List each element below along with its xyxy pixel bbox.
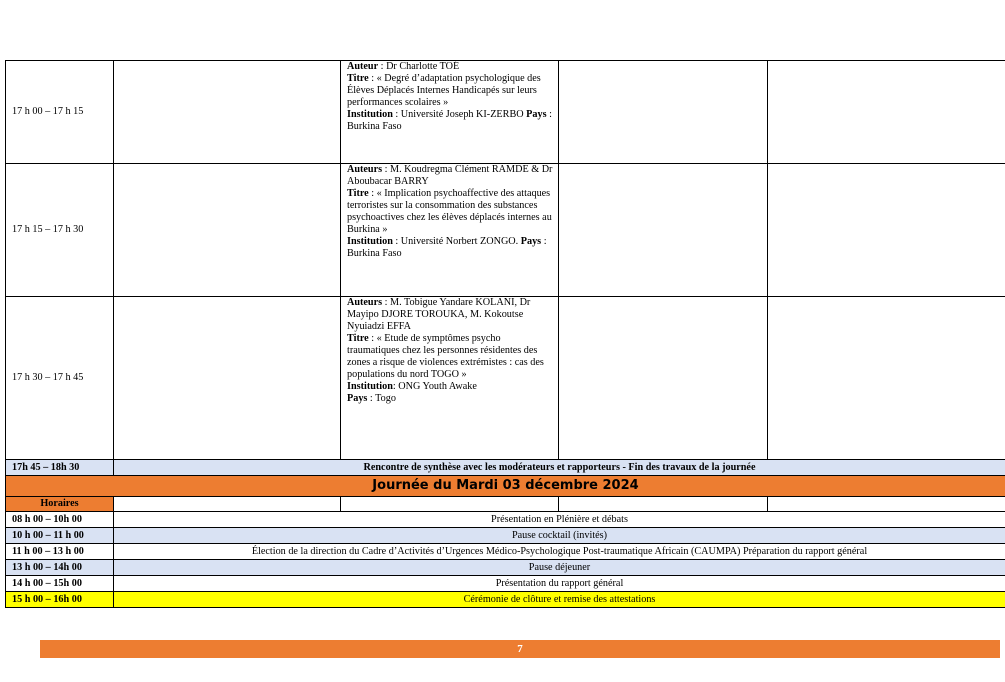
time-cell: 17 h 30 – 17 h 45: [6, 297, 114, 460]
schedule-row: [6, 592, 1005, 608]
empty-cell: [559, 297, 768, 460]
presentation-cell: Auteurs : M. Koudregma Clément RAMDE & Dr Aboubacar BARRY Titre : « Implication psychoaffective des attaques terroristes sur la consommation des substances psychoactives chez les élèves déplacés internes au Burkina » Institution : Université Norbert ZONGO. Pays : Burkina Faso: [341, 164, 559, 297]
schedule-time: 15 h 00 – 16h 00: [6, 592, 114, 608]
schedule-row: [6, 560, 1005, 576]
empty-cell: [768, 61, 1005, 164]
schedule-activity: Pause déjeuner: [114, 560, 1005, 576]
empty-cell: [114, 164, 341, 297]
synthesis-text: Rencontre de synthèse avec les modérateurs et rapporteurs - Fin des travaux de la journée: [114, 460, 1005, 476]
institution-text: ONG Youth Awake: [398, 381, 477, 392]
horaires-label: Horaires: [6, 497, 114, 512]
empty-cell: [114, 297, 341, 460]
schedule-activity: Cérémonie de clôture et remise des attestations: [114, 592, 1005, 608]
synthesis-time: 17h 45 – 18h 30: [6, 460, 114, 476]
presentation-cell: Auteur : Dr Charlotte TOÉ Titre : « Degré d’adaptation psychologique des Élèves Déplacés Internes Handicapés sur leurs performances scolaires » Institution : Université Joseph KI-ZERBO Pays : Burkina Faso: [341, 61, 559, 164]
presentation-row: [6, 164, 1005, 297]
presentation-row: [6, 297, 1005, 460]
title-text: « Degré d’adaptation psychologique des Élèves Déplacés Internes Handicapés sur leurs performances scolaires »: [347, 73, 541, 108]
empty-cell: [559, 61, 768, 164]
presentation-row: [6, 61, 1005, 164]
empty-cell: [768, 164, 1005, 297]
authors-label: Auteurs: [347, 297, 383, 308]
empty-cell: [768, 497, 1005, 512]
presentation-cell: Auteurs : M. Tobigue Yandare KOLANI, Dr Mayipo DJORE TOROUKA, M. Kokoutse Nyuiadzi EFFA Titre : « Etude de symptômes psycho traumatiques chez les personnes résidentes des zones a risque de violences extrémistes : cas des populations du nord TOGO » Institution: ONG Youth Awake Pays : Togo: [341, 297, 559, 460]
empty-cell: [768, 297, 1005, 460]
schedule-activity: Présentation en Plénière et débats: [114, 512, 1005, 528]
authors-text: M. Tobigue Yandare KOLANI, Dr Mayipo DJORE TOROUKA, M. Kokoutse Nyuiadzi EFFA: [347, 297, 531, 332]
page-number-bar: [40, 640, 1000, 658]
schedule-row: [6, 528, 1005, 544]
authors-label: Auteurs: [347, 164, 383, 175]
schedule-activity: Présentation du rapport général: [114, 576, 1005, 592]
country-label: Pays: [520, 236, 542, 247]
empty-cell: [114, 497, 341, 512]
schedule-time: 13 h 00 – 14h 00: [6, 560, 114, 576]
institution-label: Institution: [347, 381, 393, 392]
country-label: Pays: [347, 393, 368, 404]
country-text: Burkina Faso: [347, 248, 402, 259]
schedule-time: 14 h 00 – 15h 00: [6, 576, 114, 592]
synthesis-row: [6, 460, 1005, 476]
schedule-activity: Élection de la direction du Cadre d’Activités d’Urgences Médico-Psychologique Post-traumatique Africain (CAUMPA) Préparation du rapport général: [114, 544, 1005, 560]
authors-text: M. Koudregma Clément RAMDE & Dr Aboubacar BARRY: [347, 164, 553, 187]
empty-cell: [559, 164, 768, 297]
title-text: « Etude de symptômes psycho traumatiques chez les personnes résidentes des zones a risque de violences extrémistes : cas des populations du nord TOGO »: [347, 333, 544, 380]
title-label: Titre: [347, 188, 369, 199]
schedule-row: [6, 544, 1005, 560]
schedule-row: [6, 512, 1005, 528]
time-cell: 17 h 00 – 17 h 15: [6, 61, 114, 164]
day-title: Journée du Mardi 03 décembre 2024: [6, 476, 1005, 497]
institution-label: Institution: [347, 109, 393, 120]
empty-cell: [114, 61, 341, 164]
programme-table: [5, 60, 1005, 608]
country-text: Burkina Faso: [347, 121, 402, 132]
empty-cell: [559, 497, 768, 512]
schedule-time: 10 h 00 – 11 h 00: [6, 528, 114, 544]
institution-text: Université Joseph KI-ZERBO: [400, 109, 524, 120]
authors-text: Dr Charlotte TOÉ: [386, 61, 460, 72]
country-text: Togo: [375, 393, 396, 404]
schedule-row: [6, 576, 1005, 592]
schedule-time: 08 h 00 – 10h 00: [6, 512, 114, 528]
day-title-row: [6, 476, 1005, 497]
empty-cell: [341, 497, 559, 512]
institution-label: Institution: [347, 236, 393, 247]
page-number: 7: [517, 643, 523, 655]
schedule-activity: Pause cocktail (invités): [114, 528, 1005, 544]
institution-text: Université Norbert ZONGO.: [400, 236, 519, 247]
country-label: Pays: [526, 109, 547, 120]
horaires-header-row: [6, 497, 1005, 512]
authors-label: Auteur: [347, 61, 379, 72]
title-label: Titre: [347, 333, 369, 344]
title-text: « Implication psychoaffective des attaques terroristes sur la consommation des substances psychoactives chez les élèves déplacés internes au Burkina »: [347, 188, 552, 235]
title-label: Titre: [347, 73, 369, 84]
time-cell: 17 h 15 – 17 h 30: [6, 164, 114, 297]
schedule-time: 11 h 00 – 13 h 00: [6, 544, 114, 560]
